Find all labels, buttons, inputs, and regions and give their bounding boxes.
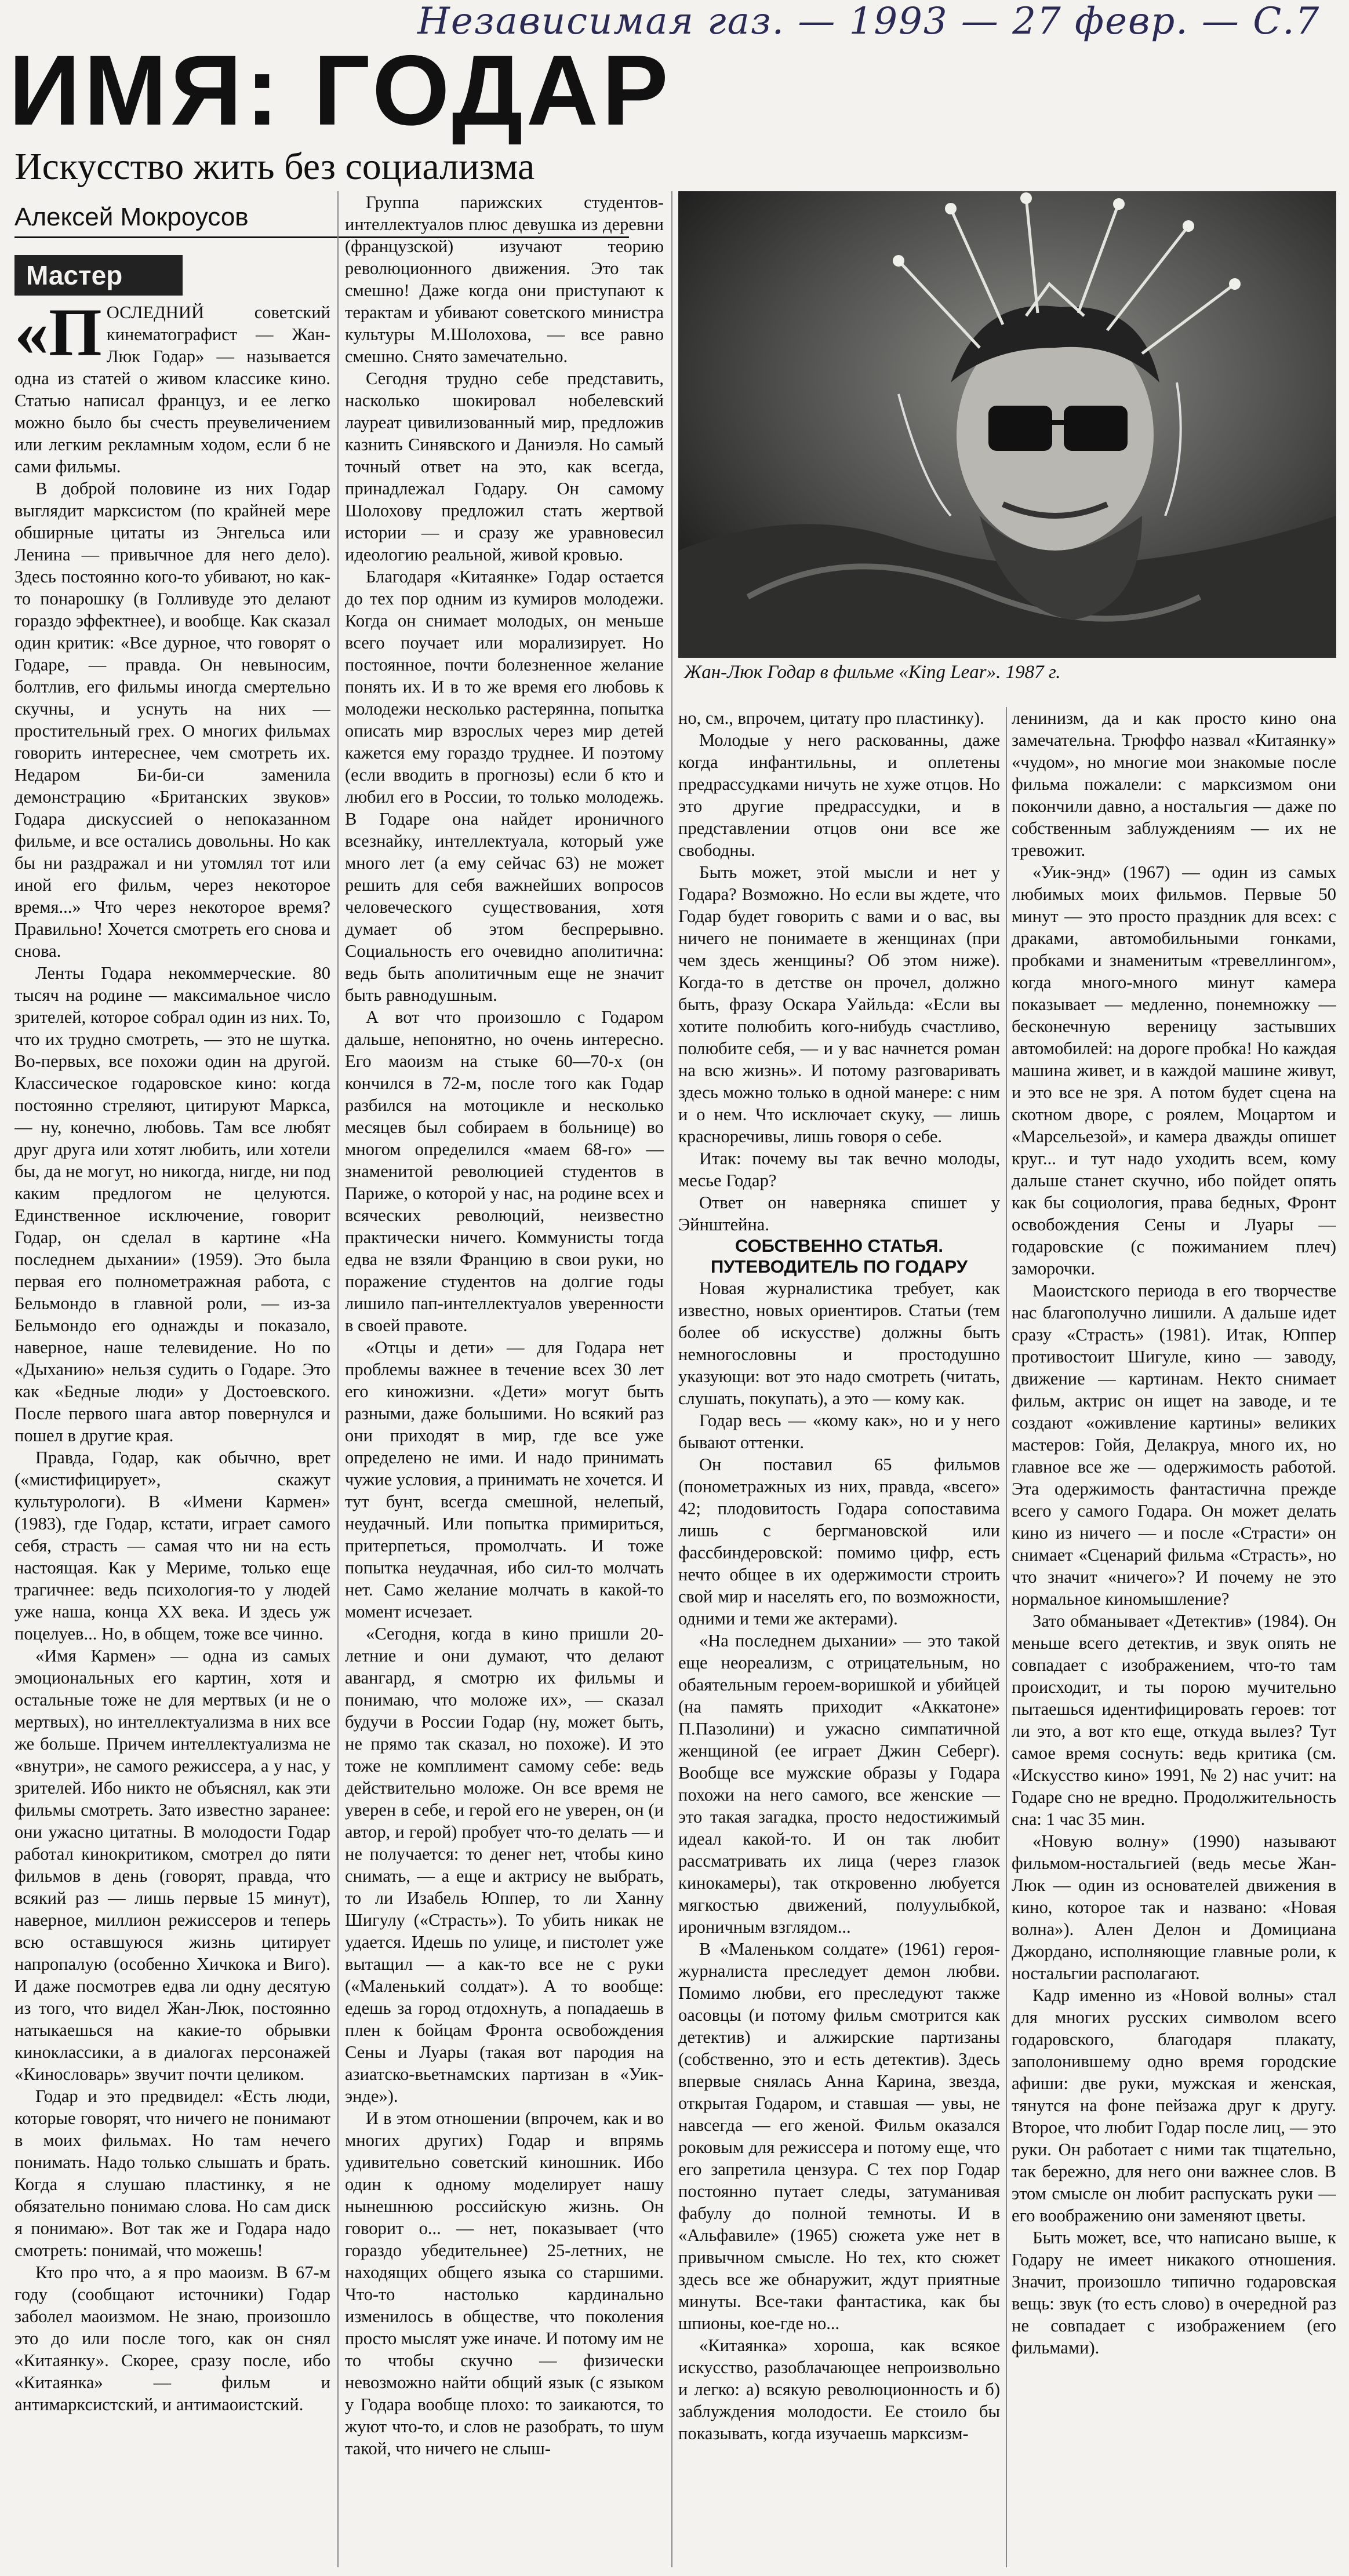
paragraph: Ответ он наверняка спишет у Эйнштейна. — [678, 1193, 1000, 1234]
paragraph: Ленты Годара некоммерческие. 80 тысяч на родине — максимальное число зрителей, которое собрал один из них. То, что их трудно смотреть, — это не шутка. Во-первых, все похожи один на другой. Классическое годаровское кино: когда постоянно стреляют, цитируют Маркса, — ну, конечно, любовь. Там все любят друг друга или хотят любить, или хотели бы, да не могут, но никогда, нигде, ни под каким предлогом не целуются. Единственное исключение, говорит Годар, он сделал в картине «На последнем дыхании» (1959). Это была первая его полнометражная работа, с Бельмондо в главной роли, — из-за Бельмондо его однажды и показало, наверное, наше телевидение. Но по «Дыханию» нельзя судить о Годаре. Это как «Бедные люди» у Достоевского. После первого шага автор повернулся и пошел в другие края. — [14, 963, 330, 1445]
author-byline: Алексей Мокроусов — [14, 203, 629, 238]
drop-cap: «П — [14, 301, 102, 370]
paragraph: Итак: почему вы так вечно молоды, месье Годар? — [678, 1149, 1000, 1190]
paragraph: Быть может, этой мысли и нет у Годара? Возможно. Но если вы ждете, что Годар будет говорить с вами и о вас, вы ничего не понимаете в женщинах (при чем здесь женщины? Об этом ниже). Когда-то в детстве он прочел, должно быть, фразу Оскара Уайльда: «Если вы хотите полюбить кого-нибудь счастливо, полюбите себя, — и у вас начнется роман на всю жизнь». И потому разговаривать здесь можно только в одной манере: с ним и о нем. Что исключает скуку, — лишь красноречивы, лишь говоря о себе. — [678, 862, 1000, 1146]
article-column-1 — [14, 301, 330, 2567]
column-divider — [1006, 707, 1007, 2567]
paragraph: «Имя Кармен» — одна из самых эмоциональных его картин, хотя и остальные тоже не для мертвых (и не о мертвых), но интеллектуализма в них все же больше. Причем интеллектуализма не «внутри», не самого режиссера, а у нас, у зрителей. Ибо никто не объяснял, как эти фильмы смотреть. Зато известно заранее: они ужасно цитатны. В молодости Годар работал кинокритиком, смотрел до пяти фильмов в день (говорят, правда, что всякий раз — лишь первые 15 минут), наверное, миллион режиссеров и теперь всю оставшуюся жизнь цитирует напропалую (особенно Хичкока и Виго). И даже посмотрев едва ли одну десятую из того, что видел Жан-Люк, постоянно натыкаешься на какие-то обрывки киноклассики, а в диалогах персонажей «Киноcловарь» звучит почти целиком. — [14, 1646, 330, 2084]
paragraph: «На последнем дыхании» — это такой еще неореализм, с отрицательным, но обаятельным героем-воришкой и убийцей (на память приходит «Аккатоне» П.Пазолини) и ужасно симпатичной женщиной (ее играет Джин Себерг). Вообще все мужские образы у Годара похожи на него самого, все женские — это такая загадка, просто недостижимый идеал какой-то. И он так любит рассматривать их лица (через глазок кинокамеры), так откровенно любуется мягкостью движений, полуулыбкой, ироничным взглядом... — [678, 1631, 1000, 1937]
article-column-2 — [345, 191, 664, 2567]
paragraph: Быть может, все, что написано выше, к Годару не имеет никакого отношения. Значит, произошло типично годаровская вещь: звук (то есть слово) в очередной раз не совпадает с изображением (его фильмами). — [1012, 2228, 1336, 2358]
godard-photo-illustration — [678, 191, 1336, 658]
paragraph: А вот что произошло с Годаром дальше, непонятно, но очень интересно. Его маоизм на стыке 60—70-х (он кончился в 72-м, после того как Годар разбился на мотоцикле и несколько месяцев был собираем в больнице) во многом определился «маем 68-го» — знаменитой революцией студентов в Париже, о которой у нас, на родине всех и всяческих революций, неизвестно практически ничего. Коммунисты тогда едва не взяли Францию в свои руки, но поражение студентов на долгие годы лишило пап-интеллектуалов уверенности в своей правоте. — [345, 1007, 664, 1335]
paragraph: «Новую волну» (1990) называют фильмом-ностальгией (ведь месье Жан-Люк — один из основателей движения в кино, которое так и названо: «Новая волна»). Ален Делон и Домициана Джордано, исполняющие главные роли, к ностальгии располагают. — [1012, 1831, 1336, 1983]
paragraph: Молодые у него раскованны, даже когда инфантильны, и оплетены предрассудками ничуть не хуже отцов. Но это другие предрассудки, и в представлении отцов они все же свободны. — [678, 730, 1000, 860]
article-column-3 — [678, 707, 1000, 2567]
paragraph: Годар весь — «кому как», но и у него бывают оттенки. — [678, 1411, 1000, 1452]
paragraph: «Сегодня, когда в кино пришли 20-летние и они думают, что делают авангард, я смотрю их фильмы и понимаю, что моложе их», — сказал будучи в России Годар (ну, может быть, не прямо так сказал, но похоже). И это тоже не комплимент самому себе: ведь действительно моложе. Он все время не уверен в себе, и герой его не уверен, он (и автор, и герой) пробует что-то делать — и не получается: то денег нет, чтобы кино снимать, — а еще и актрису не выбрать, то ли Изабель Юппер, то ли Ханну Шигулу («Страсть»). То убить никак не удается. Идешь по улице, и пистолет уже вытащил — а как-то все не с руки («Маленький солдат»). А то вообще: едешь за город отдохнуть, а попадаешь в плен к бойцам Фронта освобождения Сены и Луары (такая вот пародия на азиатско-вьетнамских партизан в «Уик-энде»). — [345, 1624, 664, 2106]
paragraph: Маоистского периода в его творчестве нас благополучно лишили. А дальше идет сразу «Страсть» (1981). Итак, Юппер противостоит Шигуле, кино — заводу, движение — картинам. Некто снимает фильм, актрис он ищет на заводе, и те создают «оживление картины» великих мастеров: Гойя, Делакруа, много их, но главное все же — одержимость работой. Эта одержимость фантастична прежде всего у самого Годара. Он может делать кино из ничего — и после «Страсти» он снимает «Сценарий фильма «Страсть», но что значит «ничего»? И почему не это нормальное киномышление? — [1012, 1281, 1336, 1609]
section-subheading: СОБСТВЕННО СТАТЬЯ. ПУТЕВОДИТЕЛЬ ПО ГОДАРУ — [710, 1236, 968, 1277]
section-label: Мастер — [14, 255, 183, 296]
column-divider — [671, 191, 672, 2567]
paragraph: Зато обманывает «Детектив» (1984). Он меньше всего детектив, и звук опять не совпадает с изображением, что-то там происходит, и ты порою мучительно пытаешься идентифицировать героев: тот ли это, а вот кто еще, откуда вылез? Тут самое время соснуть: ведь критика (см. «Искусство кино» 1991, № 2) нас учит: на Годаре сно не вредно. Продолжительность сна: 1 час 35 мин. — [1012, 1611, 1336, 1829]
column-divider — [337, 191, 339, 2567]
paragraph: Новая журналистика требует, как известно, новых ориентиров. Статьи (тем более об искусстве) должны быть немногословны и простодушно указующи: вот это надо смотреть (читать, слушать, покупать), а это — кому как. — [678, 1278, 1000, 1408]
photo-caption: Жан-Люк Годар в фильме «King Lear». 1987 г. — [684, 662, 1061, 683]
paragraph: Кто про что, а я про маоизм. В 67-м году (сообщают источники) Годар заболел маоизмом. Не знаю, произошло это до или после того, как он снял «Китаянку». Скорее, сразу после, ибо «Китаянка» — фильм и антимарксистский, и антимаоистский. — [14, 2262, 330, 2414]
article-headline: ИМЯ: ГОДАР — [9, 35, 672, 146]
paragraph: Кадр именно из «Новой волны» стал для многих русских символом всего годаровского, благодаря плакату, заполонившему одно время городские афиши: две руки, мужская и женская, тянутся на фоне пейзажа друг к другу. Второе, что любит Годар после лиц, — это руки. Он работает с ними так тщательно, так бережно, для него они важнее слов. В этом смысле он любит распускать руки — его воображению они заменяют цветы. — [1012, 1985, 1336, 2225]
paragraph: ленинизм, да и как просто кино она замечательна. Трюффо назвал «Китаянку» «чудом», но многие мои знакомые после фильма пожалели: с марксизмом они покончили давно, а ностальгия — даже по собственным заблуждениям — их не тревожит. — [1012, 708, 1336, 860]
handwritten-source-note: Независимая газ. — 1993 — 27 февр. — С.7 — [417, 0, 1321, 43]
paragraph: Он поставил 65 фильмов (понометражных из них, правда, «всего» 42; плодовитость Годара сопоставима лишь с бергмановской или фассбиндеровской: помимо цифр, есть нечто общее в их одержимости строить свой мир и населять его, по возможности, одними и теми же актерами). — [678, 1455, 1000, 1628]
article-subtitle: Искусство жить без социализма — [14, 145, 535, 188]
paragraph: но, см., впрочем, цитату про пластинку). — [678, 708, 984, 728]
paragraph: «Отцы и дети» — для Годара нет проблемы важнее в течение всех 30 лет его киножизни. «Дети» могут быть разными, даже большими. Но всякий раз они приходят в мир, где все уже определено не ими. И надо принимать чужие условия, а принимать не хочется. И тут бунт, всегда смешной, нелепый, неудачный. Или попытка примириться, притерпеться, промолчать. И тоже попытка неудачная, ибо сил-то молчать нет. Само желание молчать в какой-то момент исчезает. — [345, 1338, 664, 1622]
paragraph: Группа парижских студентов-интеллектуалов плюс девушка из деревни (французской) изучают теорию революционного движения. Это так смешно! Даже когда они приступают к терактам и убивают советского министра культуры М.Шолохова, — все равно смешно. Снято замечательно. — [345, 192, 664, 366]
paragraph: Благодаря «Китаянке» Годар остается до тех пор одним из кумиров молодежи. Когда он снимает молодых, он меньше всего поучает или морализирует. Но постоянное, почти болезненное желание понять их. И в то же время его любовь к молодежи несколько растерянна, попытка описать мир взрослых через мир детей кажется ему гораздо труднее. И поэтому (если вводить в прогнозы) если б кто и любил его в России, то только молодежь. В Годаре она найдет ироничного всезнайку, интеллектуала, который уже много лет (а ему сейчас 63) не может решить для себя важнейших вопросов человеческого существования, хотя думает об этом беспрерывно. Социальность его очевидно аполитична: ведь быть аполитичным еще не значит быть равнодушным. — [345, 567, 664, 1005]
paragraph: Правда, Годар, как обычно, врет («мистифицирует», скажут культурологи). В «Имени Кармен» (1983), где Годар, кстати, играет самого себя, страсть — самая что ни на есть настоящая. Как у Мериме, только еще трагичнее: ведь психология-то у людей уже наша, конца XX века. И здесь уж поцелуев... Но, в общем, тоже все чинно. — [14, 1448, 330, 1644]
article-column-4 — [1012, 707, 1336, 2567]
paragraph: Годар и это предвидел: «Есть люди, которые говорят, что ничего не понимают в моих фильмах. Но там нечего понимать. Надо только слышать и брать. Когда я слушаю пластинку, я не обязательно понимаю слова. Но сам диск я понимаю». Вот так же и Годара надо смотреть: понимай, что можешь! — [14, 2086, 330, 2260]
paragraph: В доброй половине из них Годар выглядит марксистом (по крайней мере обширные цитаты из Энгельса или Ленина — привычное для него дело). Здесь постоянно кого-то убивают, но как-то понарошку (в Голливуде это делают гораздо эффектнее), и вообще. Как сказал один критик: «Все дурное, что говорят о Годаре, — правда. Он невыносим, болтлив, его фильмы иногда смертельно скучны, и уснуть на них — простительный грех. О многих фильмах говорить интереснее, чем смотреть их. Недаром Би-би-си заменила демонстрацию «Британских звуков» Годара дискуссией о непоказанном фильме, и все остались довольны. Но как бы ни раздражал и ни утомлял тот или иной его фильм, через некоторое время...» Что через некоторое время? Правильно! Хочется смотреть его снова и снова. — [14, 479, 330, 961]
paragraph: Сегодня трудно себе представить, насколько шокировал нобелевский лауреат цивилизованный мир, предложив казнить Синявского и Даниэля. Но самый точный ответ на это, как всегда, принадлежал Годару. Он самому Шолохову предложил стать жертвой истории — и сразу же уравновесил идеологию реальной, живой кровью. — [345, 369, 664, 564]
paragraph: «Китаянка» хороша, как всякое искусство, разоблачающее непроизвольно и легко: а) всякую революционность и б) заблуждения молодости. Ее стоило бы показывать, когда изучаешь марксизм- — [678, 2335, 1000, 2443]
paragraph: ОСЛЕДНИЙ советский кинематографист — Жан-Люк Годар» — называется одна из статей о живом классике кино. Статью написал француз, и ее легко можно было бы счесть преувеличением или легким рекламным ходом, если б не сами фильмы. — [14, 303, 330, 476]
paragraph: «Уик-энд» (1967) — один из самых любимых моих фильмов. Первые 50 минут — это просто праздник для всех: с драками, автомобильными гонками, пробками и знаменитым «тревеллингом», когда много-много минут камера показывает — медленно, понемножку — бесконечную вереницу застывших автомобилей: на дороге пробка! Но каждая машина живет, и в каждой машине живут, и это все не зря. А потом будет сцена на скотном дворе, с роялем, Моцартом и «Марсельезой», и камера дважды опишет круг... и тут надо уходить всем, кому дальше станет скучно, ибо пойдет опять как бы социология, права бедных, Фронт освобождения Сены и Луары — годаровские (с пожиманием плеч) заморочки. — [1012, 862, 1336, 1278]
paragraph: И в этом отношении (впрочем, как и во многих других) Годар и впрямь удивительно советский киношник. Ибо один к одному моделирует нашу нынешнюю российскую жизнь. Он говорит о... — нет, показывает (что гораздо убедительнее) 25-летних, не находящих общего языка со старшими. Что-то настолько кардинально изменилось в обществе, что поколения просто мыслят уже иначе. И потому им не то чтобы скучно — физически невозможно найти общий язык (с языком у Годара вообще плохо: то заикаются, то жуют что-то, и слов не разобрать, то шум такой, что ничего не слыш- — [345, 2108, 664, 2458]
paragraph: В «Маленьком солдате» (1961) героя-журналиста преследует демон любви. Помимо любви, его преследуют также оасовцы (и потому фильм смотрится как детектив) и алжирские партизаны (собственно, это и есть детектив). Здесь впервые снялась Анна Карина, звезда, открытая Годаром, и ставшая — увы, не навсегда — его женой. Фильм оказался роковым для режиссера и потому еще, что его запретила цензура. С тех пор Годар постоянно путает следы, затуманивая фабулу до полной темноты. И в «Альфавиле» (1965) сюжета уже нет в привычном смысле. Но тех, кто сюжет здесь все же обнаружит, ждут приятные минуты. Все-таки фантастика, как бы шпионы, кое-где но... — [678, 1939, 1000, 2333]
article-photo — [678, 191, 1336, 658]
